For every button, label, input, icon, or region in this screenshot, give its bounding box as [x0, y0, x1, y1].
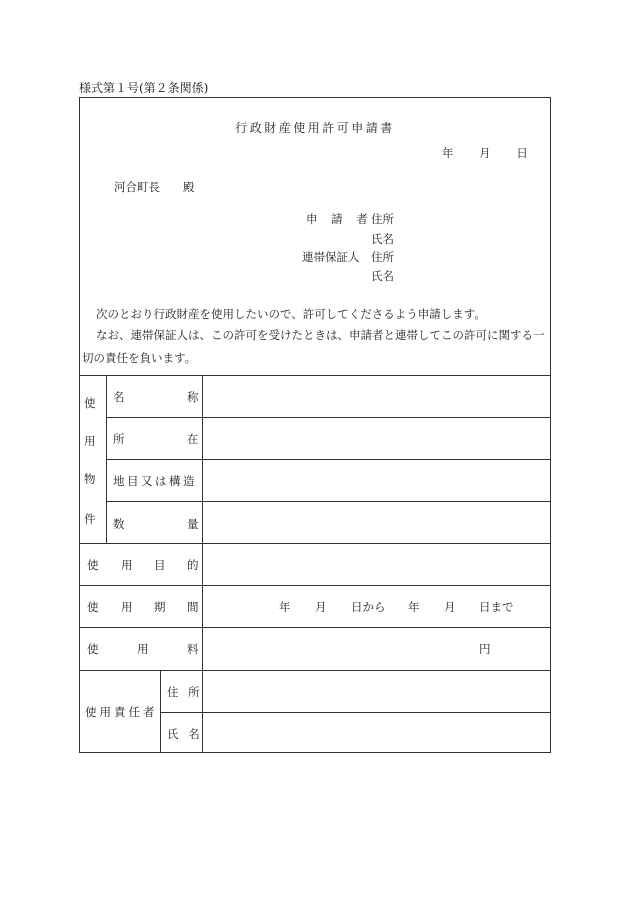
period-label-char: 使	[87, 600, 99, 614]
quantity-label-char: 数	[113, 517, 125, 531]
date-year: 年	[442, 146, 454, 160]
row-divider	[80, 543, 550, 544]
name-label-char: 名	[113, 390, 125, 404]
period-end-month: 月	[444, 600, 456, 614]
period-start-year: 年	[279, 600, 291, 614]
location-label-char: 所	[113, 432, 125, 446]
period-label-char: 用	[121, 600, 133, 614]
date-day: 日	[516, 146, 528, 160]
property-group-char: 物	[84, 472, 96, 486]
applicant-address-label: 住所	[371, 212, 394, 226]
purpose-label-char: 使	[87, 558, 99, 572]
body-text-line-1: 次のとおり行政財産を使用したいので、許可してくださるよう申請します。	[96, 307, 486, 321]
row-divider	[106, 501, 550, 502]
property-group-char: 使	[84, 396, 96, 410]
name-label-char: 称	[187, 390, 199, 404]
purpose-label-char: 目	[154, 558, 166, 572]
guarantor-address-label: 住所	[371, 250, 394, 264]
manager-name-label: 氏 名	[167, 727, 203, 741]
period-end-day: 日まで	[479, 600, 514, 614]
addressee: 河合町長 殿	[114, 180, 195, 194]
body-text-line-2: なお、連帯保証人は、この許可を受けたときは、申請者と連帯してこの許可に関する一	[96, 328, 545, 342]
fee-unit: 円	[479, 642, 491, 656]
manager-divider	[160, 670, 161, 752]
period-start-day: 日から	[351, 600, 386, 614]
row-divider	[80, 670, 550, 671]
body-text-line-3: 切の責任を負います。	[82, 351, 197, 365]
form-title: 行政財産使用許可申請書	[235, 121, 395, 135]
property-group-char: 件	[84, 512, 96, 526]
location-label-char: 在	[187, 432, 199, 446]
period-start-month: 月	[315, 600, 327, 614]
land-category-label: 地目又は構造	[113, 474, 197, 488]
fee-label-char: 使	[87, 642, 99, 656]
applicant-label: 申 請 者	[306, 212, 373, 226]
purpose-label-char: 的	[187, 558, 199, 572]
row-divider	[106, 417, 550, 418]
group-divider	[106, 375, 107, 543]
period-end-year: 年	[408, 600, 420, 614]
row-divider	[160, 712, 550, 713]
row-divider	[106, 459, 550, 460]
row-divider	[80, 627, 550, 628]
guarantor-label: 連帯保証人	[302, 250, 360, 264]
guarantor-name-label: 氏名	[371, 269, 394, 283]
period-label-char: 期	[154, 600, 166, 614]
manager-address-label: 住 所	[167, 685, 203, 699]
applicant-name-label: 氏名	[371, 232, 394, 246]
fee-label-char: 料	[187, 642, 199, 656]
application-form	[79, 97, 551, 753]
purpose-label-char: 用	[121, 558, 133, 572]
manager-label: 使用責任者	[85, 705, 158, 719]
form-number-label: 様式第１号(第２条関係)	[79, 81, 209, 95]
period-label-char: 間	[187, 600, 199, 614]
fee-label-char: 用	[137, 642, 149, 656]
row-divider	[80, 585, 550, 586]
property-group-char: 用	[84, 434, 96, 448]
table-top-border	[80, 375, 550, 376]
application-date	[442, 145, 528, 161]
quantity-label-char: 量	[187, 517, 199, 531]
date-month: 月	[479, 146, 491, 160]
